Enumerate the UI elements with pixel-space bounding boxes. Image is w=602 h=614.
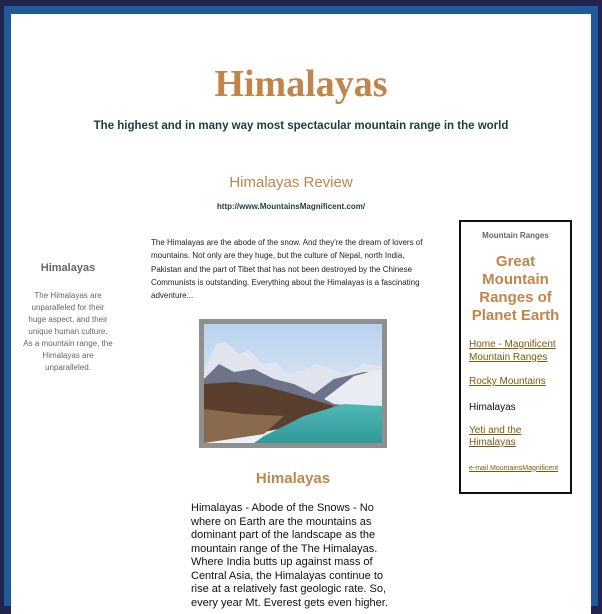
intro-text: The Himalayas are the abode of the snow. And they're the dream of lovers of mountains. Not only are they huge, but the culture of Nepal, north India, Pakistan and the part of Tibet that has not been destroyed by the Chinese Communists is outstanding. Everything about the Himalayas is a fascinating adventure...	[151, 238, 423, 301]
link-rocky-mountains[interactable]: Rocky Mountains	[469, 376, 546, 387]
page-title: Himalayas	[214, 63, 388, 105]
left-heading: Himalayas	[40, 262, 96, 274]
sidebar-heading: Mountain Ranges	[482, 231, 549, 240]
main-body-text: Himalayas - Abode of the Snows - No where on Earth are the mountains as dominant part of the landscape as the mountain range of the The Himalayas. Where India butts up against mass of Central Asia, the Himalayas continue to rise at a relatively fast geologic rate. So, every year Mt. Everest gets even higher.	[191, 502, 388, 609]
site-url: http://www.MountainsMagnificent.com/	[216, 202, 366, 211]
page-subtitle: The highest and in many way most spectacular mountain range in the world	[93, 120, 509, 132]
himalayas-photo	[199, 319, 387, 448]
mountain-ranges-sidebar	[459, 220, 572, 494]
link-email[interactable]: e-mail MountainsMagnificent	[469, 464, 559, 472]
sidebar-title: Great Mountain Ranges of Planet Earth	[471, 253, 560, 324]
main-heading: Himalayas	[255, 470, 331, 487]
link-yeti[interactable]: Yeti and the Himalayas	[469, 424, 522, 448]
link-home[interactable]: Home - Magnificent Mountain Ranges	[469, 339, 556, 363]
current-page-himalayas: Himalayas	[469, 401, 516, 413]
page-content	[11, 14, 591, 614]
mountain-lake-image	[204, 324, 382, 443]
review-title: Himalayas Review	[229, 174, 353, 191]
left-text: The Himalayas are unparalleled for their huge aspect, and their unique human culture. As a mountain range, the Himalayas are unparalleled.	[23, 291, 113, 372]
